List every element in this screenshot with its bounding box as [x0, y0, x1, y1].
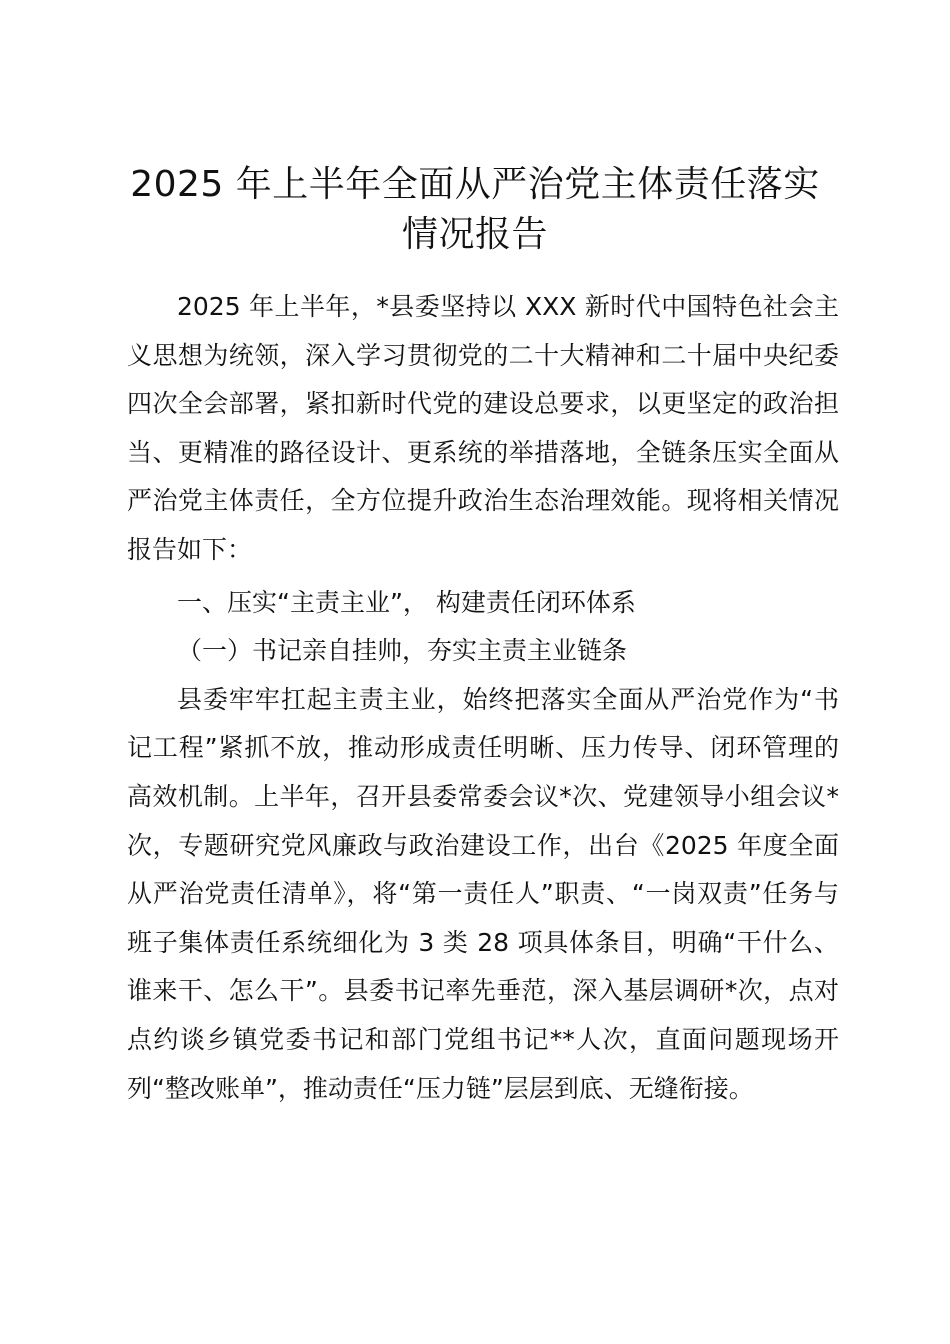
- document-body: [127, 283, 839, 1113]
- section-heading: 一、压实“主责主业”， 构建责任闭环体系: [177, 587, 636, 617]
- document-title: 2025 年上半年全面从严治党主体责任落实情况报告: [130, 164, 820, 255]
- subsection-paragraph: 县委牢牢扛起主责主业，始终把落实全面从严治党作为“书记工程”紧抓不放，推动形成责任明晰、压力传导、闭环管理的高效机制。上半年，召开县委常委会议*次、党建领导小组会议*次，专题研究党风廉政与政治建设工作，出台《2025 年度全面从严治党责任清单》，将“第一责任人”职责、“一岗双责”任务与班子集体责任系统细化为 3 类 28 项具体条目，明确“干什么、谁来干、怎么干”。县委书记率先垂范，深入基层调研*次，点对点约谈乡镇党委书记和部门党组书记**人次，直面问题现场开列“整改账单”，推动责任“压力链”层层到底、无缝衔接。: [127, 684, 839, 1103]
- subsection-heading: （一）书记亲自挂帅，夯实主责主业链条: [177, 636, 628, 666]
- intro-paragraph: 2025 年上半年，*县委坚持以 XXX 新时代中国特色社会主义思想为统领，深入学习贯彻党的二十大精神和二十届中央纪委四次全会部署，紧扣新时代党的建设总要求，以更坚定的政治担当、更精准的路径设计、更系统的举措落地，全链条压实全面从严治党主体责任，全方位提升政治生态治理效能。现将相关情况报告如下：: [127, 292, 839, 564]
